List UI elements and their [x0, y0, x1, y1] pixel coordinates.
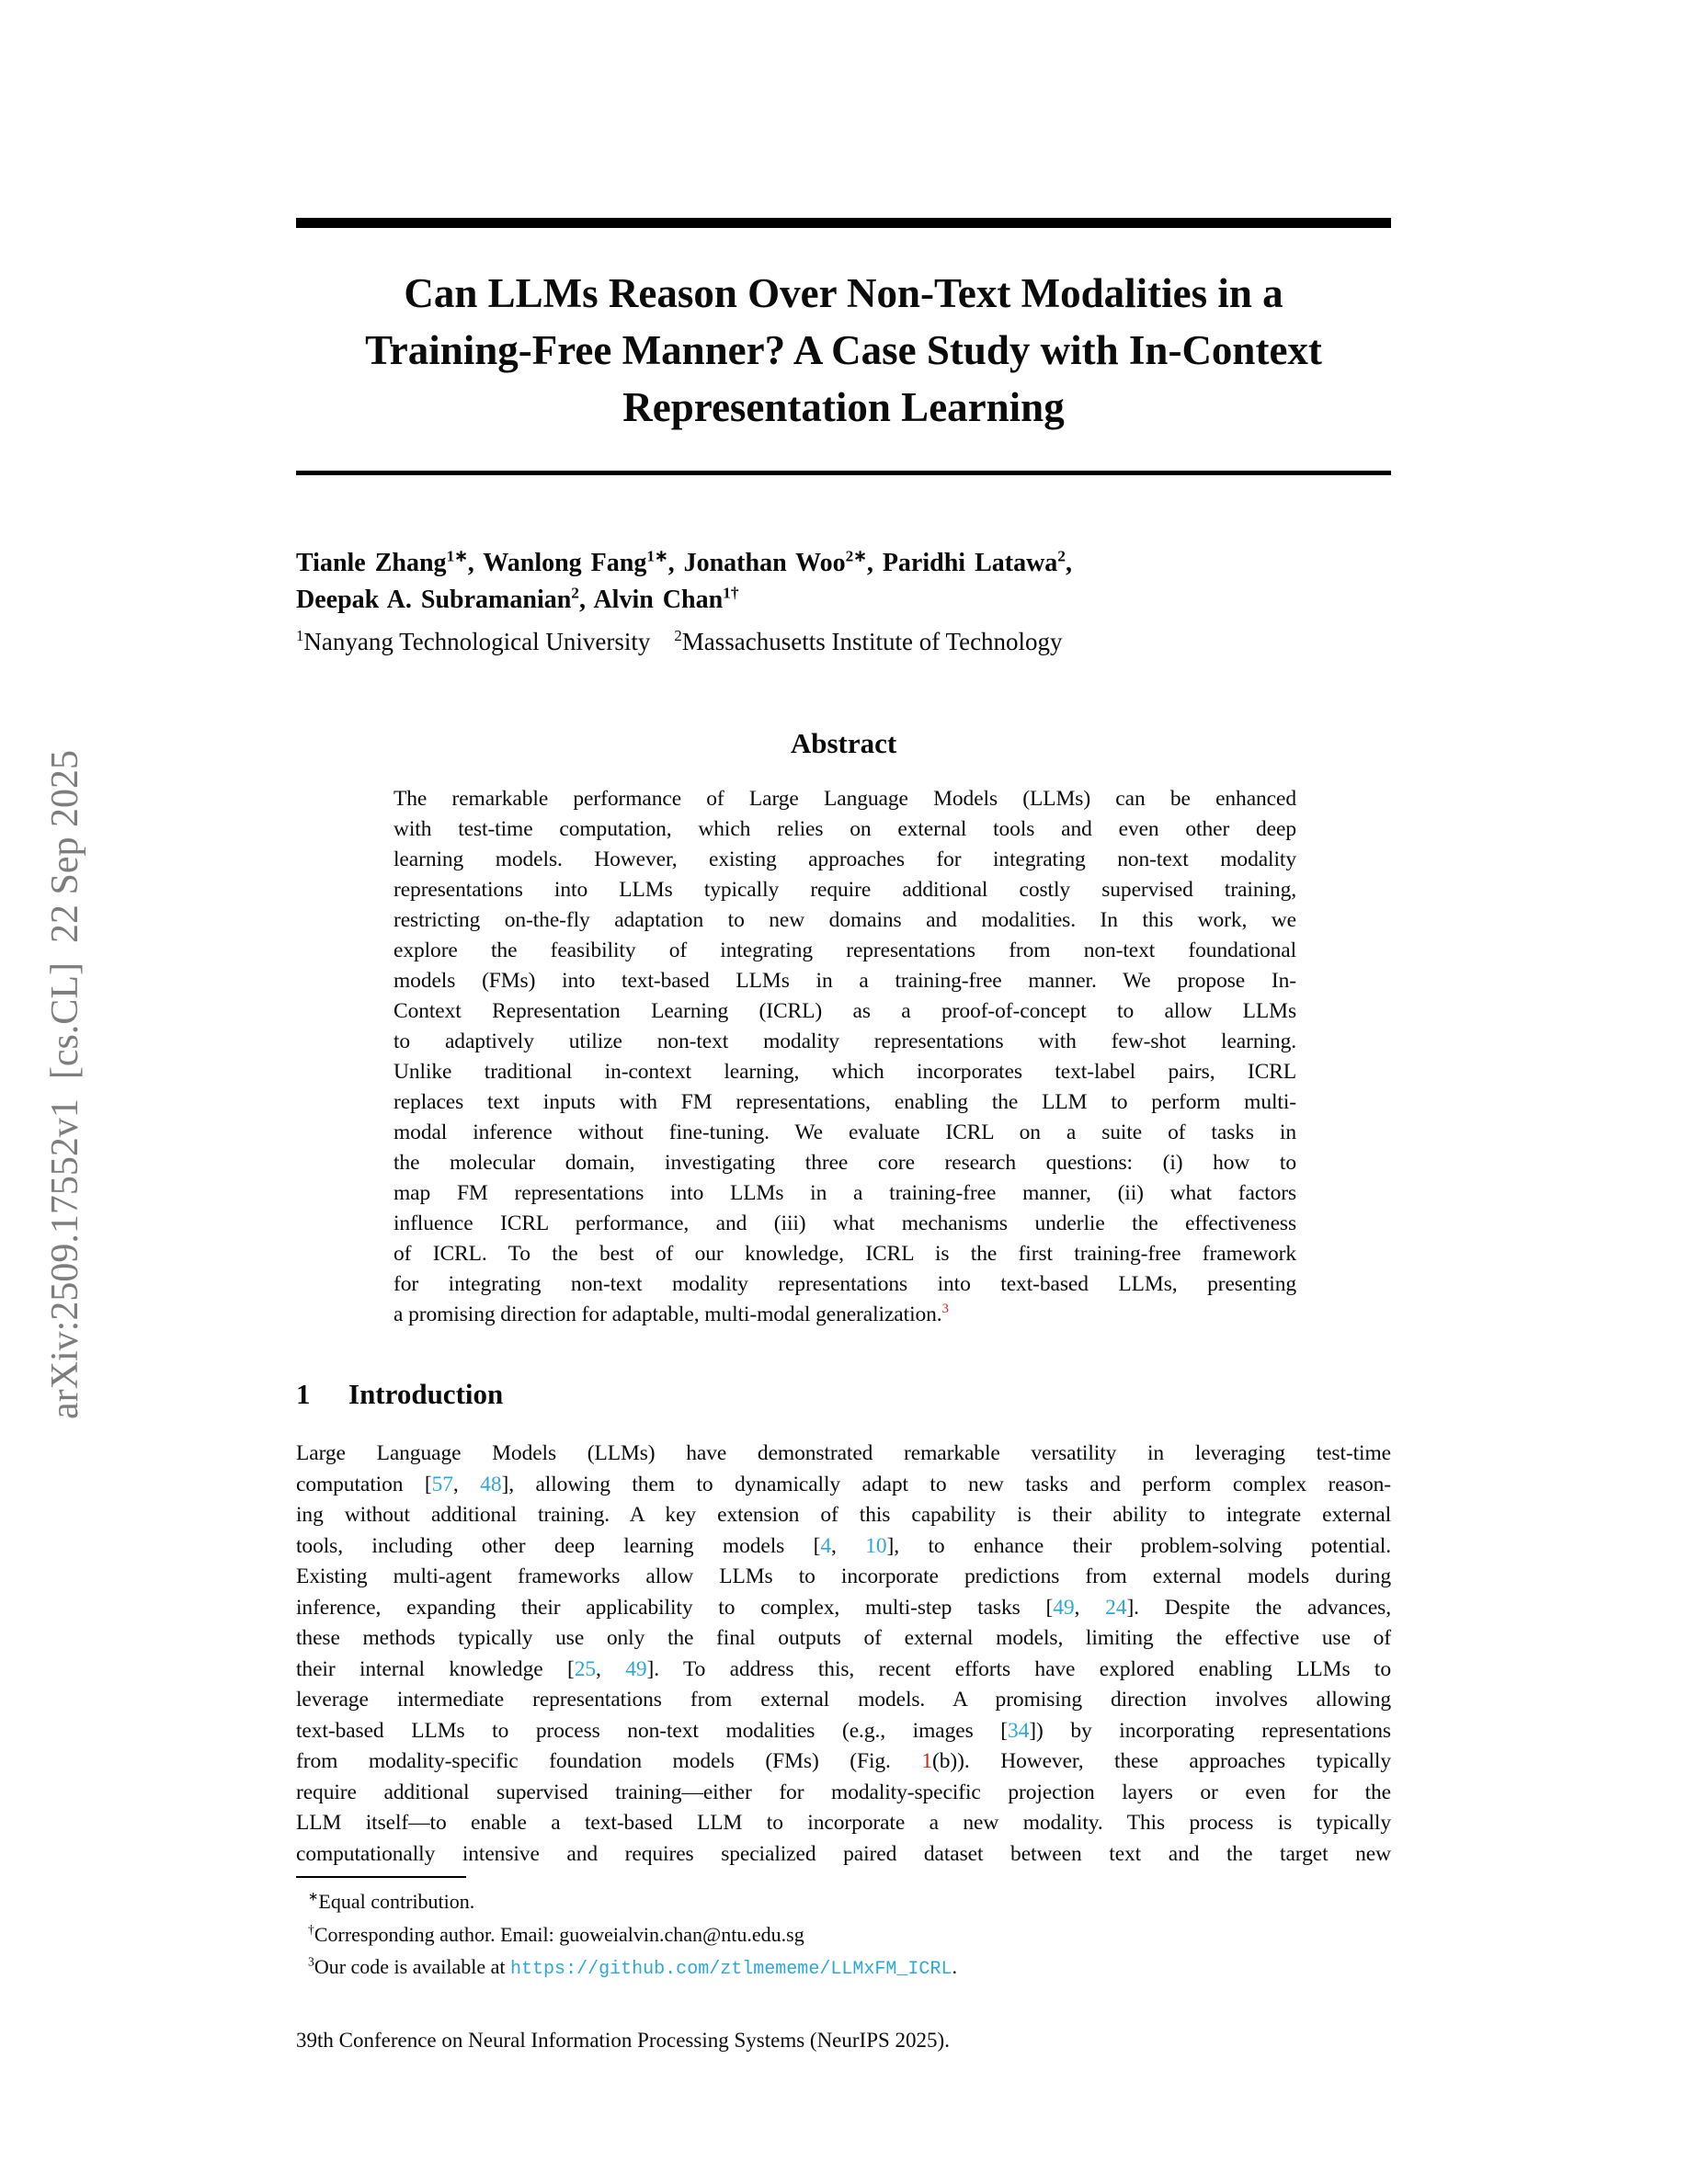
- text-line: [393, 845, 1296, 875]
- text-segment: computation [: [296, 1472, 432, 1496]
- footnote-rule: [296, 1876, 466, 1878]
- text-line: [393, 1300, 1296, 1330]
- text-segment: ,: [452, 1472, 481, 1496]
- text-line: [296, 1562, 1391, 1593]
- text-segment: the molecular domain, investigating three core research questions: (i) how to: [393, 1151, 1296, 1175]
- citation-link[interactable]: 10: [865, 1533, 887, 1558]
- text-segment: ,: [1065, 549, 1072, 577]
- text-segment: ,: [831, 1533, 866, 1558]
- text-segment: leverage intermediate representations from external models. A promising direction involves allowing: [296, 1688, 1391, 1712]
- text-segment: tools, including other deep learning models [: [296, 1533, 821, 1558]
- text-line: [393, 1269, 1296, 1300]
- paper-content: [296, 218, 1391, 2053]
- text-segment: ,: [667, 549, 684, 577]
- text-segment: text-based LLMs to process non-text modalities (e.g., images [: [296, 1718, 1008, 1743]
- text-segment: Nanyang Technological University: [303, 628, 651, 655]
- superscript-marker: 1∗: [446, 547, 468, 565]
- figure-ref-link[interactable]: 1: [921, 1749, 933, 1773]
- text-line: [296, 1623, 1391, 1655]
- text-segment: Massachusetts Institute of Technology: [681, 628, 1063, 655]
- text-segment: computationally intensive and requires specialized paired dataset between text and the target new: [296, 1841, 1391, 1866]
- citation-link[interactable]: 57: [431, 1472, 453, 1496]
- text-line: [296, 582, 1391, 619]
- affiliations: [296, 626, 1391, 657]
- text-segment: The remarkable performance of Large Language Models (LLMs) can be enhanced: [393, 787, 1296, 811]
- text-segment: Unlike traditional in-context learning, which incorporates text-label pairs, ICRL: [393, 1060, 1296, 1084]
- text-segment: for integrating non-text modality representations into text-based LLMs, presenting: [393, 1272, 1296, 1296]
- text-segment: influence ICRL performance, and (iii) what mechanisms underlie the effectiveness: [393, 1211, 1296, 1235]
- title-line: Training-Free Manner? A Case Study with In-Context: [365, 327, 1322, 373]
- superscript-marker: 1∗: [646, 547, 668, 565]
- text-line: [393, 996, 1296, 1027]
- text-segment: replaces text inputs with FM representations, enabling the LLM to perform multi-: [393, 1090, 1296, 1114]
- text-line: [296, 1655, 1391, 1686]
- text-line: [393, 966, 1296, 996]
- footnotes: [296, 1885, 1391, 1986]
- text-line: [393, 1239, 1296, 1269]
- text-segment: modal inference without fine-tuning. We evaluate ICRL on a suite of tasks in: [393, 1120, 1296, 1144]
- text-segment: learning models. However, existing approaches for integrating non-text modality: [393, 847, 1296, 871]
- text-line: [296, 1531, 1391, 1563]
- text-segment: LLM itself—to enable a text-based LLM to incorporate a new modality. This process is typically: [296, 1811, 1391, 1835]
- text-segment: ,: [578, 586, 594, 614]
- text-segment: Deepak A. Subramanian: [296, 586, 572, 614]
- superscript-marker: ∗: [308, 1889, 319, 1904]
- text-line: [296, 1778, 1391, 1809]
- title-line: Can LLMs Reason Over Non-Text Modalities in a: [404, 270, 1283, 316]
- text-segment: of ICRL. To the best of our knowledge, ICRL is the first training-free framework: [393, 1242, 1296, 1266]
- text-segment: ]. Despite the advances,: [1126, 1595, 1391, 1620]
- superscript-marker: 2: [674, 627, 682, 644]
- text-line: [393, 1178, 1296, 1209]
- text-line: [393, 905, 1296, 936]
- introduction-text: [296, 1439, 1391, 1870]
- text-line: [393, 784, 1296, 814]
- text-line: [296, 1685, 1391, 1716]
- citation-link[interactable]: 49: [1053, 1595, 1075, 1620]
- citation-link[interactable]: 48: [480, 1472, 502, 1496]
- superscript-marker: †: [308, 1922, 314, 1937]
- paper-title: [296, 265, 1391, 436]
- superscript-marker: 2: [571, 584, 579, 602]
- conference-footer: 39th Conference on Neural Information Processing Systems (NeurIPS 2025).: [296, 2028, 950, 2052]
- text-segment: ,: [467, 549, 484, 577]
- text-line: [296, 1808, 1391, 1839]
- figure-ref-link[interactable]: 3: [941, 1302, 949, 1317]
- section-number: 1: [296, 1378, 311, 1410]
- text-line: [296, 1716, 1391, 1747]
- text-line: [296, 1951, 1391, 1986]
- text-line: [296, 1746, 1391, 1778]
- citation-link[interactable]: 4: [820, 1533, 831, 1558]
- text-line: [393, 1148, 1296, 1178]
- text-segment: ,: [596, 1656, 626, 1681]
- text-line: [393, 1027, 1296, 1057]
- text-segment: ,: [866, 549, 883, 577]
- text-segment: Context Representation Learning (ICRL) as a proof-of-concept to allow LLMs: [393, 999, 1296, 1023]
- text-line: [296, 1918, 1391, 1951]
- section-title: Introduction: [348, 1378, 504, 1410]
- text-segment: Wanlong Fang: [483, 549, 647, 577]
- title-rule-bottom: [296, 471, 1391, 475]
- text-line: [296, 1500, 1391, 1531]
- text-segment: ing without additional training. A key extension of this capability is their ability to integrate external: [296, 1503, 1391, 1527]
- text-segment: map FM representations into LLMs in a training-free manner, (ii) what factors: [393, 1181, 1296, 1205]
- text-line: [296, 1470, 1391, 1501]
- text-segment: ,: [1074, 1595, 1106, 1620]
- author-block: [296, 545, 1391, 619]
- text-segment: their internal knowledge [: [296, 1656, 575, 1681]
- title-rule-top: [296, 218, 1391, 228]
- text-segment: ], allowing them to dynamically adapt to new tasks and perform complex reason-: [501, 1472, 1391, 1496]
- arxiv-watermark: arXiv:2509.17552v1 [cs.CL] 22 Sep 2025: [44, 750, 86, 1419]
- citation-link[interactable]: 25: [574, 1656, 597, 1681]
- superscript-marker: 1: [296, 627, 304, 644]
- text-line: [393, 936, 1296, 966]
- text-segment: require additional supervised training—either for modality-specific projection layers or even for the: [296, 1780, 1391, 1804]
- superscript-marker: 2∗: [845, 547, 867, 565]
- text-segment: models (FMs) into text-based LLMs in a training-free manner. We propose In-: [393, 969, 1296, 993]
- text-line: [393, 1209, 1296, 1239]
- text-segment: Jonathan Woo: [683, 549, 846, 577]
- text-segment: (b)). However, these approaches typically: [932, 1749, 1391, 1773]
- abstract-text: [393, 784, 1296, 1330]
- text-segment: Corresponding author. Email: guoweialvin.chan@ntu.edu.sg: [314, 1922, 804, 1946]
- citation-link[interactable]: 34: [1007, 1718, 1030, 1743]
- citation-link[interactable]: 49: [625, 1656, 647, 1681]
- superscript-marker: 2: [1057, 547, 1066, 565]
- text-segment: inference, expanding their applicability to complex, multi-step tasks [: [296, 1595, 1054, 1620]
- text-line: [296, 626, 1391, 657]
- citation-link[interactable]: 24: [1105, 1595, 1127, 1620]
- text-segment: to adaptively utilize non-text modality representations with few-shot learning.: [393, 1029, 1296, 1053]
- superscript-marker: 1†: [723, 584, 739, 602]
- text-segment: ]) by incorporating representations: [1029, 1718, 1391, 1743]
- text-segment: Existing multi-agent frameworks allow LLMs to incorporate predictions from external models during: [296, 1564, 1391, 1588]
- text-segment: representations into LLMs typically require additional costly supervised training,: [393, 878, 1296, 902]
- abstract-heading: Abstract: [790, 727, 897, 759]
- text-line: [296, 1439, 1391, 1470]
- text-segment: from modality-specific foundation models (FMs) (Fig.: [296, 1749, 922, 1773]
- text-segment: ], to enhance their problem-solving potential.: [886, 1533, 1391, 1558]
- text-segment: Alvin Chan: [593, 586, 724, 614]
- text-segment: Tianle Zhang: [296, 549, 447, 577]
- text-segment: Our code is available at: [314, 1955, 511, 1978]
- text-segment: Paridhi Latawa: [882, 549, 1058, 577]
- text-line: [393, 875, 1296, 905]
- text-line: [296, 1839, 1391, 1871]
- text-line: [393, 814, 1296, 845]
- text-segment: Large Language Models (LLMs) have demonstrated remarkable versatility in leveraging test-time: [296, 1441, 1391, 1465]
- text-line: [393, 1057, 1296, 1087]
- text-segment: explore the feasibility of integrating representations from non-text foundational: [393, 938, 1296, 962]
- text-segment: with test-time computation, which relies on external tools and even other deep: [393, 817, 1296, 841]
- text-segment: restricting on-the-fly adaptation to new domains and modalities. In this work, we: [393, 908, 1296, 932]
- code-url-link[interactable]: https://github.com/ztlmememe/LLMxFM_ICRL: [510, 1959, 952, 1980]
- text-line: [393, 1087, 1296, 1118]
- text-line: [296, 1593, 1391, 1624]
- text-line: [296, 1885, 1391, 1918]
- section-heading-introduction: [296, 1376, 1391, 1413]
- title-line: Representation Learning: [622, 384, 1065, 430]
- text-segment: Equal contribution.: [318, 1890, 475, 1913]
- text-segment: these methods typically use only the final outputs of external models, limiting the effective use of: [296, 1626, 1391, 1650]
- text-segment: a promising direction for adaptable, multi-modal generalization.: [393, 1302, 942, 1326]
- text-segment: ]. To address this, recent efforts have explored enabling LLMs to: [646, 1656, 1391, 1681]
- superscript-marker: 3: [308, 1954, 314, 1969]
- text-line: [393, 1118, 1296, 1148]
- text-line: [296, 545, 1391, 582]
- text-segment: .: [952, 1955, 957, 1978]
